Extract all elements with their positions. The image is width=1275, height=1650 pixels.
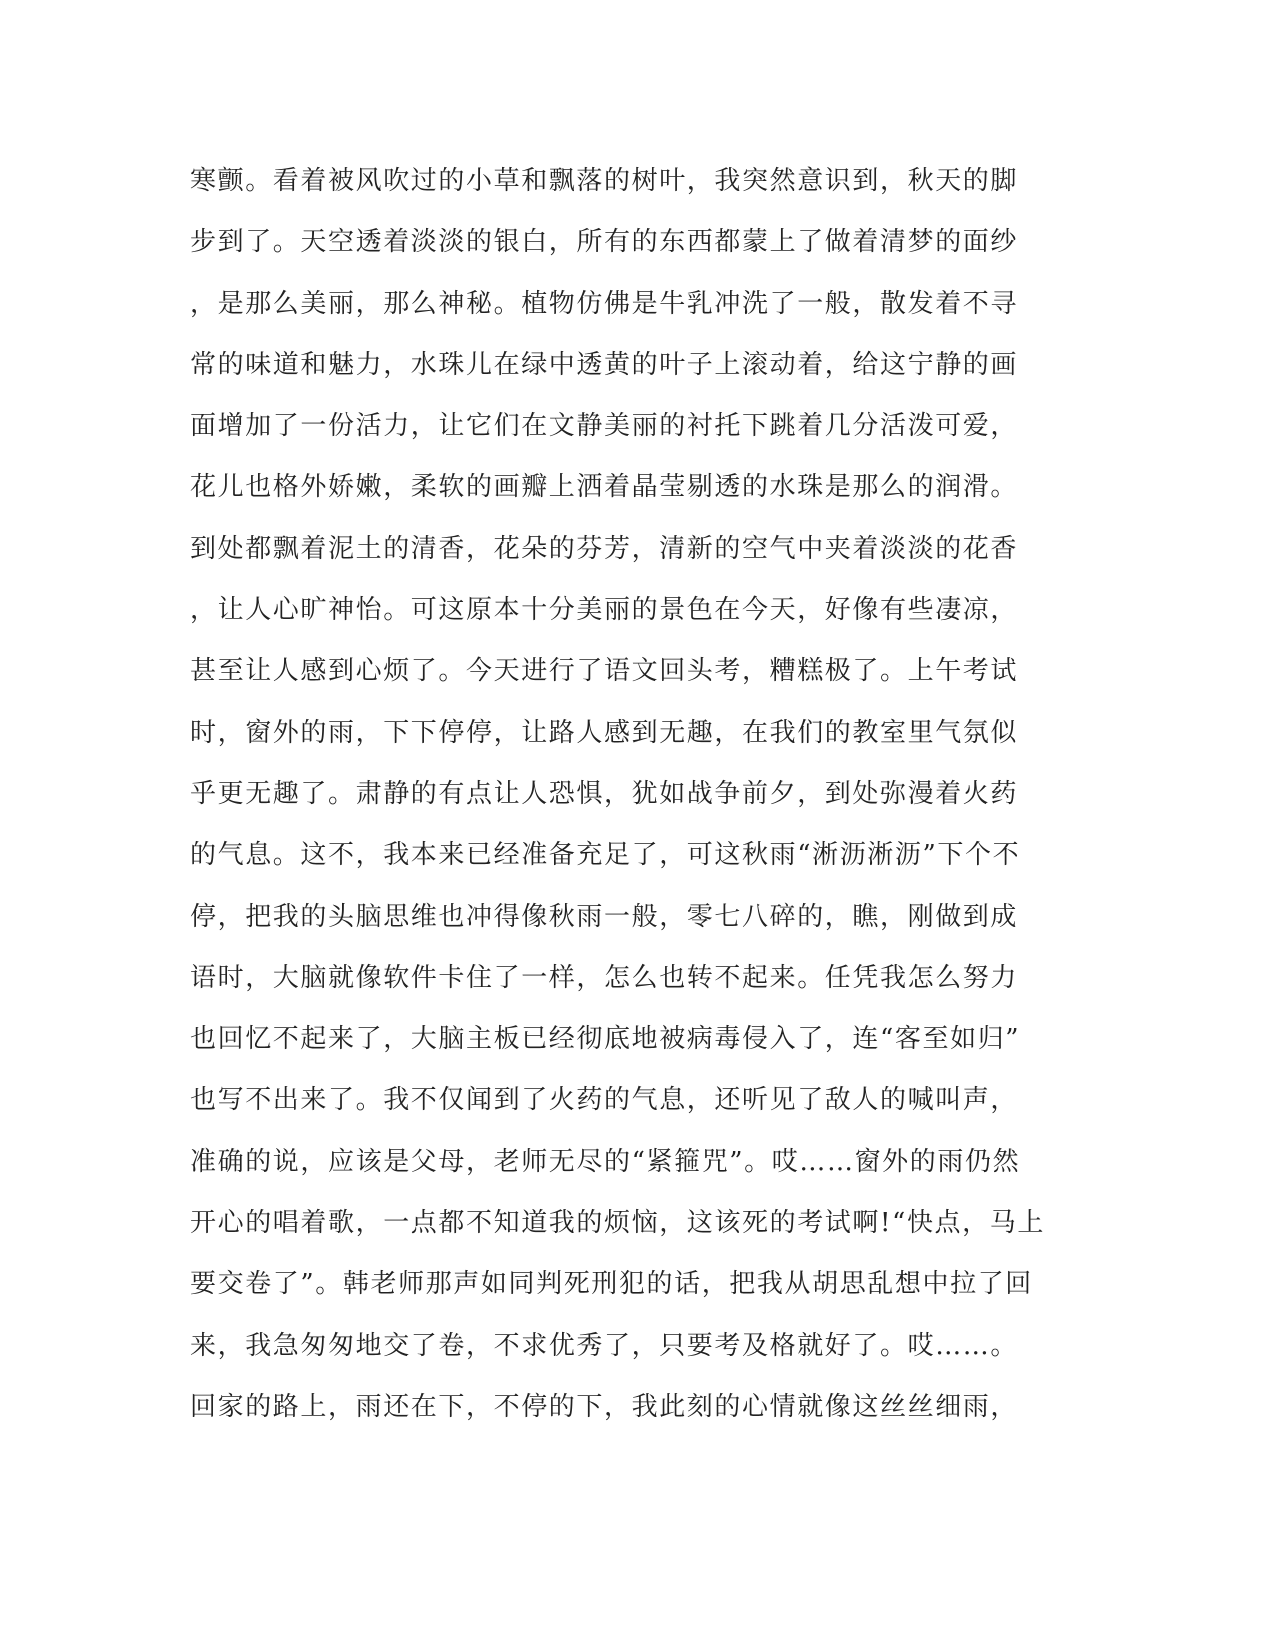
text-line-12: 的气息。这不，我本来已经准备充足了，可这秋雨“淅沥淅沥”下个不 [190, 840, 1021, 871]
text-line-7: 到处都飘着泥土的清香，花朵的芬芳，清新的空气中夹着淡淡的花香 [190, 533, 1019, 564]
text-line-5: 面增加了一份活力，让它们在文静美丽的衬托下跳着几分活泼可爱， [190, 411, 1019, 442]
text-line-6: 花儿也格外娇嫩，柔软的画瓣上洒着晶莹剔透的水珠是那么的润滑。 [190, 472, 1019, 503]
text-line-1: 寒颤。看着被风吹过的小草和飘落的树叶，我突然意识到，秋天的脚 [190, 166, 1019, 196]
text-line-21: 回家的路上，雨还在下，不停的下，我此刻的心情就像这丝丝细雨， [190, 1391, 1019, 1422]
text-line-13: 停，把我的头脑思维也冲得像秋雨一般，零七八碎的，瞧，刚做到成 [190, 901, 1019, 932]
text-line-19: 要交卷了”。韩老师那声如同判死刑犯的话，把我从胡思乱想中拉了回 [190, 1269, 1033, 1300]
text-line-17: 准确的说，应该是父母，老师无尽的“紧箍咒”。哎……窗外的雨仍然 [190, 1146, 1021, 1177]
text-line-20: 来，我急匆匆地交了卷，不求优秀了，只要考及格就好了。哎……。 [190, 1330, 1019, 1361]
text-line-8: ，让人心旷神怡。可这原本十分美丽的景色在今天，好像有些凄凉， [190, 595, 1019, 626]
body-text [190, 161, 1090, 1448]
text-line-3: ，是那么美丽，那么神秘。植物仿佛是牛乳冲洗了一般，散发着不寻 [190, 288, 1019, 319]
text-line-18: 开心的唱着歌，一点都不知道我的烦恼，这该死的考试啊!“快点，马上 [190, 1208, 1045, 1239]
text-line-4: 常的味道和魅力，水珠儿在绿中透黄的叶子上滚动着，给这宁静的画 [190, 349, 1019, 380]
text-line-14: 语时，大脑就像软件卡住了一样，怎么也转不起来。任凭我怎么努力 [190, 962, 1019, 993]
text-line-11: 乎更无趣了。肃静的有点让人恐惧，犹如战争前夕，到处弥漫着火药 [190, 778, 1019, 809]
text-line-9: 甚至让人感到心烦了。今天进行了语文回头考，糟糕极了。上午考试 [190, 656, 1019, 687]
text-line-15: 也回忆不起来了，大脑主板已经彻底地被病毒侵入了，连“客至如归” [190, 1024, 1021, 1055]
text-line-16: 也写不出来了。我不仅闻到了火药的气息，还听见了敌人的喊叫声， [190, 1085, 1019, 1116]
text-line-10: 时，窗外的雨，下下停停，让路人感到无趣，在我们的教室里气氛似 [190, 717, 1019, 748]
text-line-2: 步到了。天空透着淡淡的银白，所有的东西都蒙上了做着清梦的面纱 [190, 227, 1019, 258]
